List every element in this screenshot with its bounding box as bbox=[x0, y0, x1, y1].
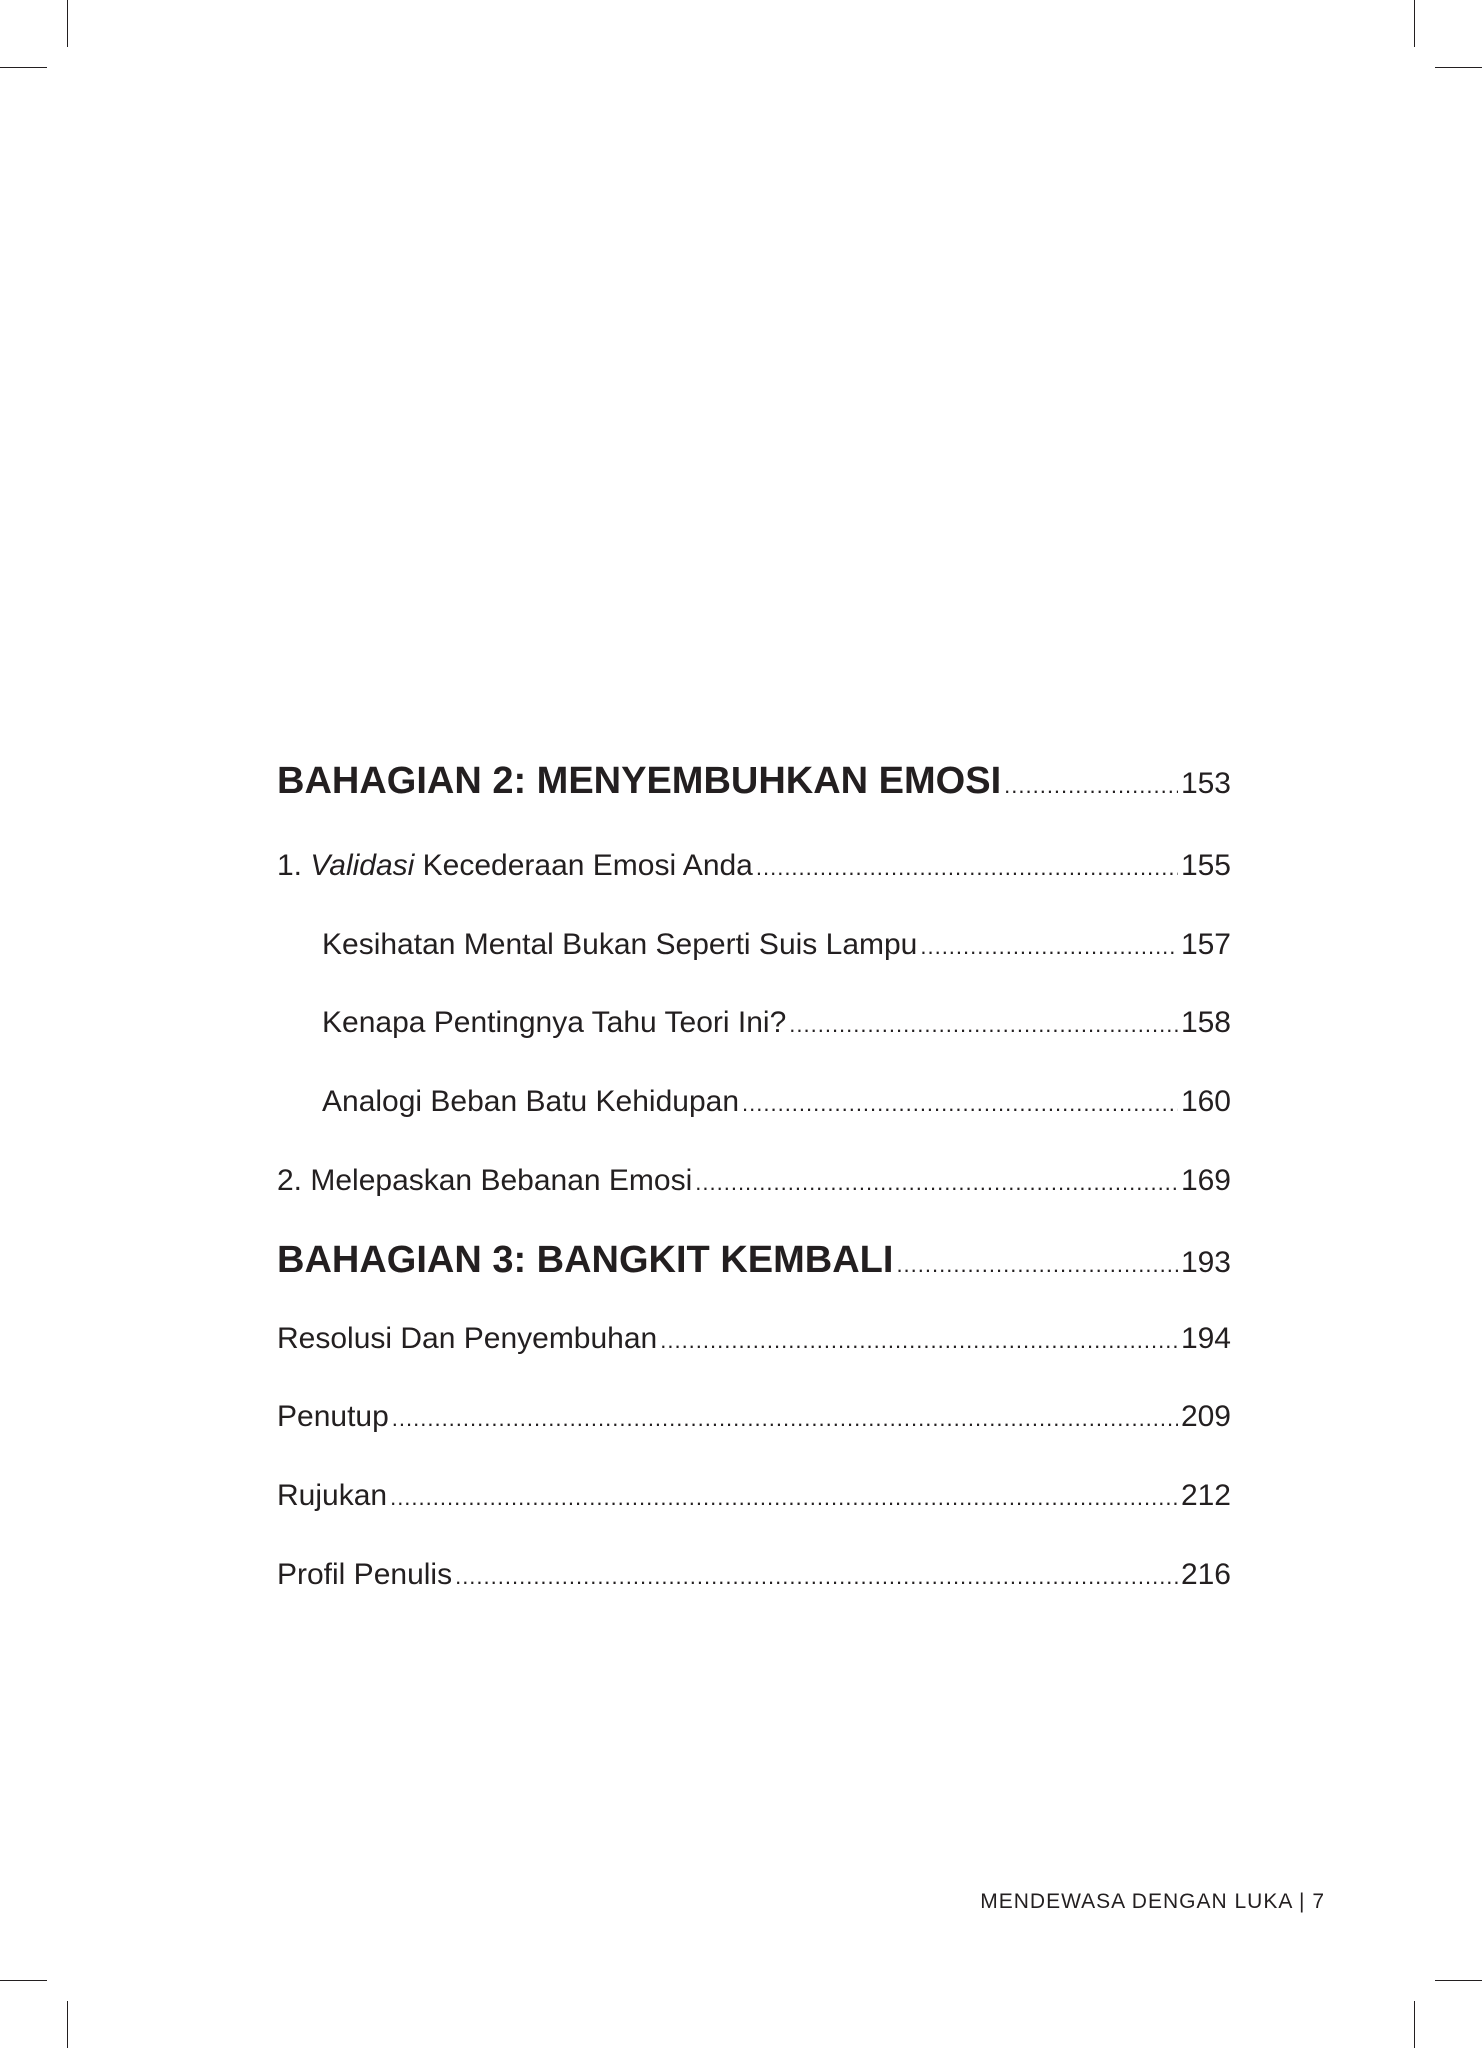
toc-entry-title: Penutup bbox=[277, 1400, 389, 1433]
dot-leader bbox=[1004, 773, 1178, 799]
toc-entry-page: 157 bbox=[1180, 928, 1231, 961]
crop-mark-top-right-vertical bbox=[1414, 0, 1415, 47]
toc-entry-title: Profil Penulis bbox=[277, 1558, 453, 1591]
toc-entry-page: 160 bbox=[1180, 1085, 1231, 1118]
toc-entry-validasi[interactable] bbox=[277, 849, 1231, 883]
toc-entry-title: BAHAGIAN 3: BANGKIT KEMBALI bbox=[277, 1239, 894, 1281]
dot-leader bbox=[756, 855, 1178, 881]
crop-mark-bottom-right-horizontal bbox=[1435, 1980, 1482, 1981]
toc-entry-page: 212 bbox=[1180, 1479, 1231, 1512]
toc-part-3[interactable] bbox=[277, 1239, 1231, 1282]
toc-entry-title: Kenapa Pentingnya Tahu Teori Ini? bbox=[322, 1006, 787, 1039]
crop-mark-bottom-left-vertical bbox=[67, 2001, 68, 2048]
crop-mark-bottom-left-horizontal bbox=[0, 1980, 47, 1981]
toc-entry-title: Analogi Beban Batu Kehidupan bbox=[322, 1085, 740, 1118]
toc-entry-title bbox=[277, 849, 753, 883]
toc-entry-italic-word: Validasi bbox=[310, 849, 415, 882]
toc-entry-page: 169 bbox=[1180, 1164, 1231, 1197]
toc-entry-page: 209 bbox=[1180, 1400, 1231, 1433]
toc-entry-title: Kesihatan Mental Bukan Seperti Suis Lampu bbox=[322, 928, 918, 961]
toc-entry-rujukan[interactable] bbox=[277, 1479, 1231, 1513]
toc-entry-title: BAHAGIAN 2: MENYEMBUHKAN EMOSI bbox=[277, 760, 1002, 802]
toc-entry-title-rest: Kecederaan Emosi Anda bbox=[414, 849, 753, 882]
toc-entry-title: 2. Melepaskan Bebanan Emosi bbox=[277, 1164, 693, 1197]
toc-entry-resolusi[interactable] bbox=[277, 1322, 1231, 1356]
crop-mark-top-left-horizontal bbox=[0, 67, 47, 68]
dot-leader bbox=[896, 1252, 1178, 1278]
dot-leader bbox=[660, 1328, 1178, 1354]
crop-mark-bottom-right-vertical bbox=[1414, 2001, 1415, 2048]
crop-mark-top-left-vertical bbox=[67, 0, 68, 47]
toc-entry-title: Rujukan bbox=[277, 1479, 388, 1512]
toc-entry-profil-penulis[interactable] bbox=[277, 1558, 1231, 1592]
dot-leader bbox=[742, 1091, 1178, 1117]
toc-entry-page: 155 bbox=[1180, 849, 1231, 882]
dot-leader bbox=[920, 934, 1178, 960]
dot-leader bbox=[455, 1564, 1178, 1590]
dot-leader bbox=[390, 1485, 1178, 1511]
toc-entry-kenapa-pentingnya[interactable] bbox=[277, 1006, 1231, 1040]
toc-entry-page: 193 bbox=[1180, 1246, 1231, 1279]
toc-entry-kesihatan-mental[interactable] bbox=[277, 928, 1231, 962]
toc-entry-page: 194 bbox=[1180, 1322, 1231, 1355]
toc-entry-page: 158 bbox=[1180, 1006, 1231, 1039]
dot-leader bbox=[695, 1170, 1178, 1196]
running-footer: MENDEWASA DENGAN LUKA | 7 bbox=[980, 1890, 1325, 1913]
toc-entry-number: 1. bbox=[277, 849, 311, 882]
dot-leader bbox=[392, 1406, 1178, 1432]
toc-entry-analogi-beban[interactable] bbox=[277, 1085, 1231, 1119]
toc-entry-page: 153 bbox=[1180, 767, 1231, 800]
crop-mark-top-right-horizontal bbox=[1435, 67, 1482, 68]
toc-entry-penutup[interactable] bbox=[277, 1400, 1231, 1434]
dot-leader bbox=[789, 1012, 1178, 1038]
toc-part-2[interactable] bbox=[277, 760, 1231, 803]
toc-entry-title: Resolusi Dan Penyembuhan bbox=[277, 1322, 658, 1355]
toc-entry-melepaskan-bebanan[interactable] bbox=[277, 1164, 1231, 1198]
toc-entry-page: 216 bbox=[1180, 1558, 1231, 1591]
